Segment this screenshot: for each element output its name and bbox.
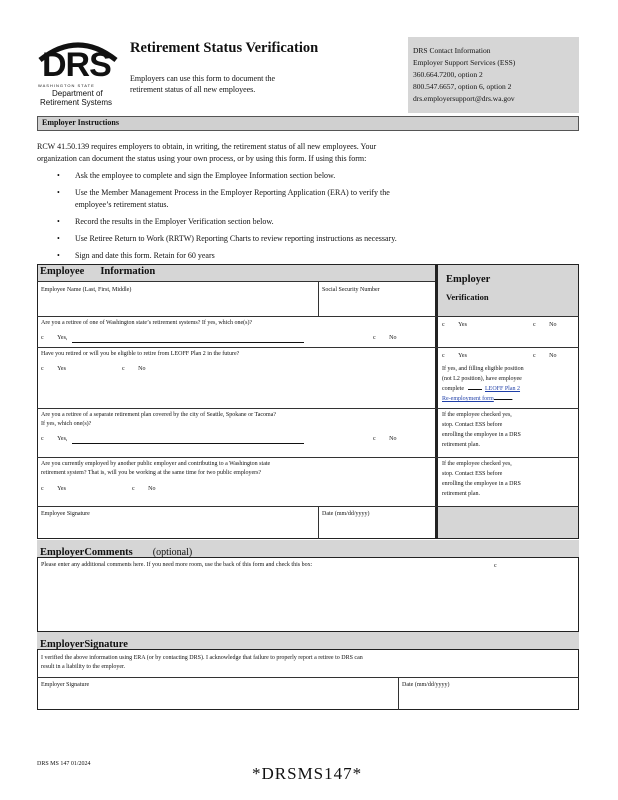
bullet-1 <box>57 170 335 181</box>
v4-note-2: stop. Contact ESS before <box>442 471 503 477</box>
v2-yes-option[interactable] <box>442 353 467 361</box>
v2-note-4 <box>442 396 513 404</box>
v1-yes-checkbox[interactable]: c <box>442 322 445 328</box>
contact-email[interactable]: drs.employersupport@drs.wa.gov <box>413 94 515 103</box>
instructions-para-2: organization can document the status using your own process, or by using this form. If using this form: <box>37 154 367 163</box>
verification-title-1: Employer <box>446 274 491 285</box>
question-3-line2: If yes, which one(s)? <box>41 421 92 427</box>
v1-no-option[interactable] <box>533 322 557 330</box>
v4-note-4: retirement plan. <box>442 491 480 497</box>
contact-phone1: 360.664.7200, option 2 <box>413 70 483 79</box>
more-room-checkbox[interactable]: c <box>494 563 497 569</box>
logo-text: DRS <box>42 46 111 84</box>
bullet-2-text: Use the Member Management Process in the Employer Reporting Application (ERA) to verify the <box>75 188 390 197</box>
q2-yes-option[interactable] <box>41 366 66 374</box>
v2-no-checkbox[interactable]: c <box>533 353 536 359</box>
v2-no-option[interactable] <box>533 353 557 361</box>
q4-yes-label: Yes <box>57 486 66 492</box>
verification-blank-cell <box>438 507 578 538</box>
intro-line2: retirement status of all new employees. <box>130 85 256 94</box>
barcode-text: *DRSMS147* <box>252 764 363 783</box>
q2-no-checkbox[interactable]: c <box>122 366 125 372</box>
logo-line1: Department of <box>52 89 103 98</box>
v3-note-1: If the employee checked yes, <box>442 412 512 418</box>
q1-which-line[interactable] <box>72 342 304 343</box>
question-1: Are you a retiree of one of Washington state’s retirement systems? If yes, which one(s)? <box>41 320 253 326</box>
drs-logo <box>32 36 124 110</box>
contact-box <box>408 37 579 113</box>
v1-no-checkbox[interactable]: c <box>533 322 536 328</box>
employee-name-field[interactable]: Employee Name (Last, First, Middle) <box>41 287 132 293</box>
attestation-line1: I verified the above information using ERA (or by contacting DRS). I acknowledge that failure to properly report a retiree to DRS can <box>41 655 363 661</box>
bullet-glyph: • <box>57 251 60 260</box>
q4-yes-option[interactable] <box>41 486 66 494</box>
q2-no-option[interactable] <box>122 366 146 374</box>
question-4-line2: retirement system? That is, will you be working at the same time for two public employers? <box>41 470 262 476</box>
v2-note-3 <box>442 386 576 394</box>
logo-line2: Retirement Systems <box>40 98 113 107</box>
bullet-1-text: Ask the employee to complete and sign the Employee Information section below. <box>75 171 336 180</box>
bullet-3 <box>57 216 274 227</box>
q4-no-option[interactable] <box>132 486 156 494</box>
v2-note-end: . <box>511 396 514 402</box>
q4-no-checkbox[interactable]: c <box>132 486 135 492</box>
v3-note-4: retirement plan. <box>442 442 480 448</box>
q3-yes-option[interactable] <box>41 436 67 444</box>
question-4-line1: Are you currently employed by another public employer and contributing to a Washington state <box>41 461 271 467</box>
employee-info-title: Employee Information <box>40 266 156 277</box>
q3-no-checkbox[interactable]: c <box>373 436 376 442</box>
contact-heading: DRS Contact Information <box>413 46 491 55</box>
form-id: DRS MS 147 01/2024 <box>37 761 91 767</box>
q3-no-option[interactable] <box>373 436 397 444</box>
leoff-plan2-link[interactable]: LEOFF Plan 2 <box>485 386 521 392</box>
employer-signature-header <box>37 632 579 649</box>
v1-yes-label: Yes <box>458 322 467 328</box>
q1-yes-label: Yes, <box>57 335 68 341</box>
q1-yes-checkbox[interactable]: c <box>41 335 44 341</box>
v2-note-1: If yes, and filling eligible position <box>442 366 524 372</box>
reemployment-form-link[interactable]: Re-employment form <box>442 396 494 402</box>
v2-note-2: (not L2 position), have employee <box>442 376 522 382</box>
bullet-glyph: • <box>57 217 60 226</box>
attestation-line2: result in a liability to the employer. <box>41 664 126 670</box>
instructions-title: Employer Instructions <box>42 118 119 127</box>
q2-yes-label: Yes <box>57 366 66 372</box>
question-3-line1: Are you a retiree of a separate retirement plan covered by the city of Seattle, Spokane or Tacoma? <box>41 412 277 418</box>
q3-yes-checkbox[interactable]: c <box>41 436 44 442</box>
employee-signature-field[interactable]: Employee Signature <box>41 511 90 517</box>
q2-yes-checkbox[interactable]: c <box>41 366 44 372</box>
instructions-bar <box>37 116 579 131</box>
page-title: Retirement Status Verification <box>130 40 319 56</box>
v2-no-label: No <box>549 353 557 359</box>
v4-note-3: enrolling the employee in a DRS <box>442 481 521 487</box>
question-2: Have you retired or will you be eligible to retire from LEOFF Plan 2 in the future? <box>41 351 240 357</box>
v2-yes-checkbox[interactable]: c <box>442 353 445 359</box>
bullet-3-text: Record the results in the Employer Verification section below. <box>75 217 274 226</box>
bullet-glyph: • <box>57 188 60 197</box>
v4-note-1: If the employee checked yes, <box>442 461 512 467</box>
verification-header <box>438 265 578 316</box>
logo-state: WASHINGTON STATE <box>38 83 95 88</box>
q1-no-label: No <box>389 335 397 341</box>
contact-ess: Employer Support Services (ESS) <box>413 58 516 67</box>
v2-note-3-text: complete <box>442 386 464 392</box>
q1-no-option[interactable] <box>373 335 397 343</box>
q3-no-label: No <box>389 436 397 442</box>
bullet-2-cont: employee’s retirement status. <box>75 200 169 209</box>
q4-no-label: No <box>148 486 156 492</box>
bullet-5 <box>57 250 215 261</box>
v1-yes-option[interactable] <box>442 322 467 330</box>
q3-yes-label: Yes, <box>57 436 68 442</box>
v2-yes-label: Yes <box>458 353 467 359</box>
q2-no-label: No <box>138 366 146 372</box>
comments-title: EmployerComments (optional) <box>40 547 193 558</box>
bullet-4-text: Use Retiree Return to Work (RRTW) Reporting Charts to review reporting instructions as necessary. <box>75 234 397 243</box>
q3-which-line[interactable] <box>72 443 304 444</box>
employee-info-header <box>38 265 436 281</box>
v1-no-label: No <box>549 322 557 328</box>
employee-date-field[interactable]: Date (mm/dd/yyyy) <box>322 511 370 517</box>
verification-title-2: Verification <box>446 292 489 302</box>
bullet-glyph: • <box>57 171 60 180</box>
contact-phone2: 800.547.6657, option 6, option 2 <box>413 82 512 91</box>
intro-line1: Employers can use this form to document the <box>130 74 276 83</box>
q1-yes-option[interactable] <box>41 335 67 343</box>
v3-note-2: stop. Contact ESS before <box>442 422 503 428</box>
employer-signature-field[interactable]: Employer Signature <box>41 682 90 688</box>
instructions-para-1: RCW 41.50.139 requires employers to obtain, in writing, the retirement status of all new employees. Your <box>37 142 377 151</box>
employer-signature-title: EmployerSignature <box>40 639 128 650</box>
comments-optional: (optional) <box>152 547 193 558</box>
q4-yes-checkbox[interactable]: c <box>41 486 44 492</box>
q1-no-checkbox[interactable]: c <box>373 335 376 341</box>
ssn-field[interactable]: Social Security Number <box>322 287 380 293</box>
bullet-2 <box>57 187 390 198</box>
bullet-glyph: • <box>57 234 60 243</box>
bullet-4 <box>57 233 397 244</box>
comments-prompt: Please enter any additional comments here. If you need more room, use the back of this form and check this box: <box>41 562 313 568</box>
v3-note-3: enrolling the employee in a DRS <box>442 432 521 438</box>
bullet-5-text: Sign and date this form. Retain for 60 years <box>75 251 215 260</box>
comments-header <box>37 540 579 557</box>
employer-date-field[interactable]: Date (mm/dd/yyyy) <box>402 682 450 688</box>
